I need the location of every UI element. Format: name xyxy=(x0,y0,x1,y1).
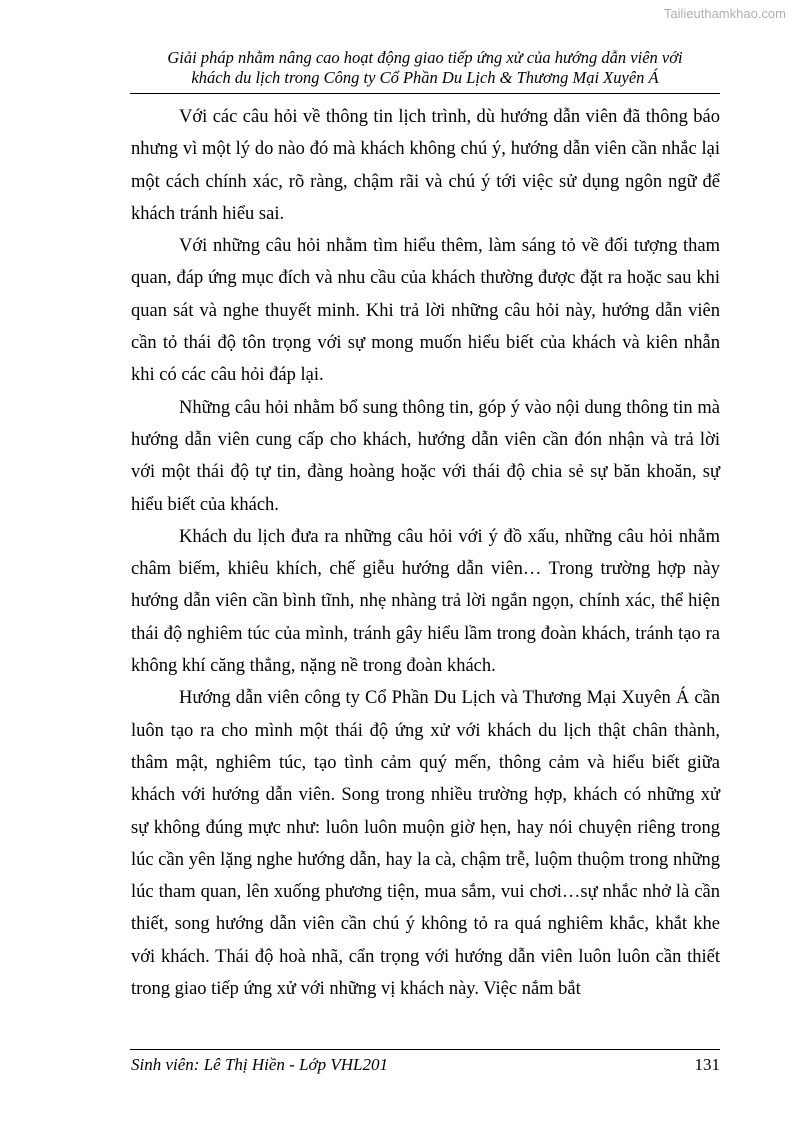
page-footer xyxy=(131,1055,720,1075)
header-line-2: khách du lịch trong Công ty Cổ Phần Du Lịch & Thương Mại Xuyên Á xyxy=(191,68,659,87)
paragraph: Hướng dẫn viên công ty Cổ Phần Du Lịch và Thương Mại Xuyên Á cần luôn tạo ra cho mình một thái độ ứng xử với khách du lịch thật chân thành, thâm mật, nghiêm túc, tạo tình cảm quý mến, thông cảm và hiểu biết giữa khách với hướng dẫn viên. Song trong nhiều trường hợp, khách có những xử sự không đúng mực như: luôn luôn muộn giờ hẹn, hay nói chuyện riêng trong lúc cần yên lặng nghe hướng dẫn, hay la cà, chậm trễ, luộm thuộm trong những lúc tham quan, lên xuống phương tiện, mua sắm, vui chơi…sự nhắc nhở là cần thiết, song hướng dẫn viên cần chú ý không tỏ ra quá nghiêm khắc, khắt khe với khách. Thái độ hoà nhã, cẩn trọng với hướng dẫn viên luôn luôn cần thiết trong giao tiếp ứng xử với những vị khách này. Việc nắm bắt xyxy=(131,688,720,1000)
paragraph: Với những câu hỏi nhằm tìm hiểu thêm, làm sáng tỏ về đối tượng tham quan, đáp ứng mục đích và nhu cầu của khách thường được đặt ra hoặc sau khi quan sát và nghe thuyết minh. Khi trả lời những câu hỏi này, hướng dẫn viên cần tỏ thái độ tôn trọng với sự mong muốn hiểu biết của khách và kiên nhẫn khi có các câu hỏi đáp lại. xyxy=(131,236,720,386)
header-divider xyxy=(130,93,720,94)
footer-divider xyxy=(130,1049,720,1050)
running-header xyxy=(130,48,720,88)
footer-student-info: Sinh viên: Lê Thị Hiền - Lớp VHL201 xyxy=(131,1055,388,1074)
paragraph: Những câu hỏi nhằm bổ sung thông tin, góp ý vào nội dung thông tin mà hướng dẫn viên cung cấp cho khách, hướng dẫn viên cần đón nhận và trả lời với một thái độ tự tin, đàng hoàng hoặc với thái độ chia sẻ sự băn khoăn, sự hiểu biết của khách. xyxy=(131,397,720,515)
document-body xyxy=(131,101,720,1005)
paragraph: Với các câu hỏi về thông tin lịch trình, dù hướng dẫn viên đã thông báo nhưng vì một lý do nào đó mà khách không chú ý, hướng dẫn viên cần nhắc lại một cách chính xác, rõ ràng, chậm rãi và chú ý tới việc sử dụng ngôn ngữ để khách tránh hiểu sai. xyxy=(131,107,720,224)
watermark-text: Tailieuthamkhao.com xyxy=(663,6,786,21)
paragraph: Khách du lịch đưa ra những câu hỏi với ý đồ xấu, những câu hỏi nhằm châm biếm, khiêu khích, chế giễu hướng dẫn viên… Trong trường hợp này hướng dẫn viên cần bình tĩnh, nhẹ nhàng trả lời ngắn ngọn, chính xác, thể hiện thái độ nghiêm túc của mình, tránh gây hiểu lầm trong đoàn khách, tránh tạo ra không khí căng thẳng, nặng nề trong đoàn khách. xyxy=(131,526,720,677)
header-line-1: Giải pháp nhằm nâng cao hoạt động giao tiếp ứng xử của hướng dẫn viên với xyxy=(167,48,683,67)
page-number: 131 xyxy=(694,1055,720,1074)
